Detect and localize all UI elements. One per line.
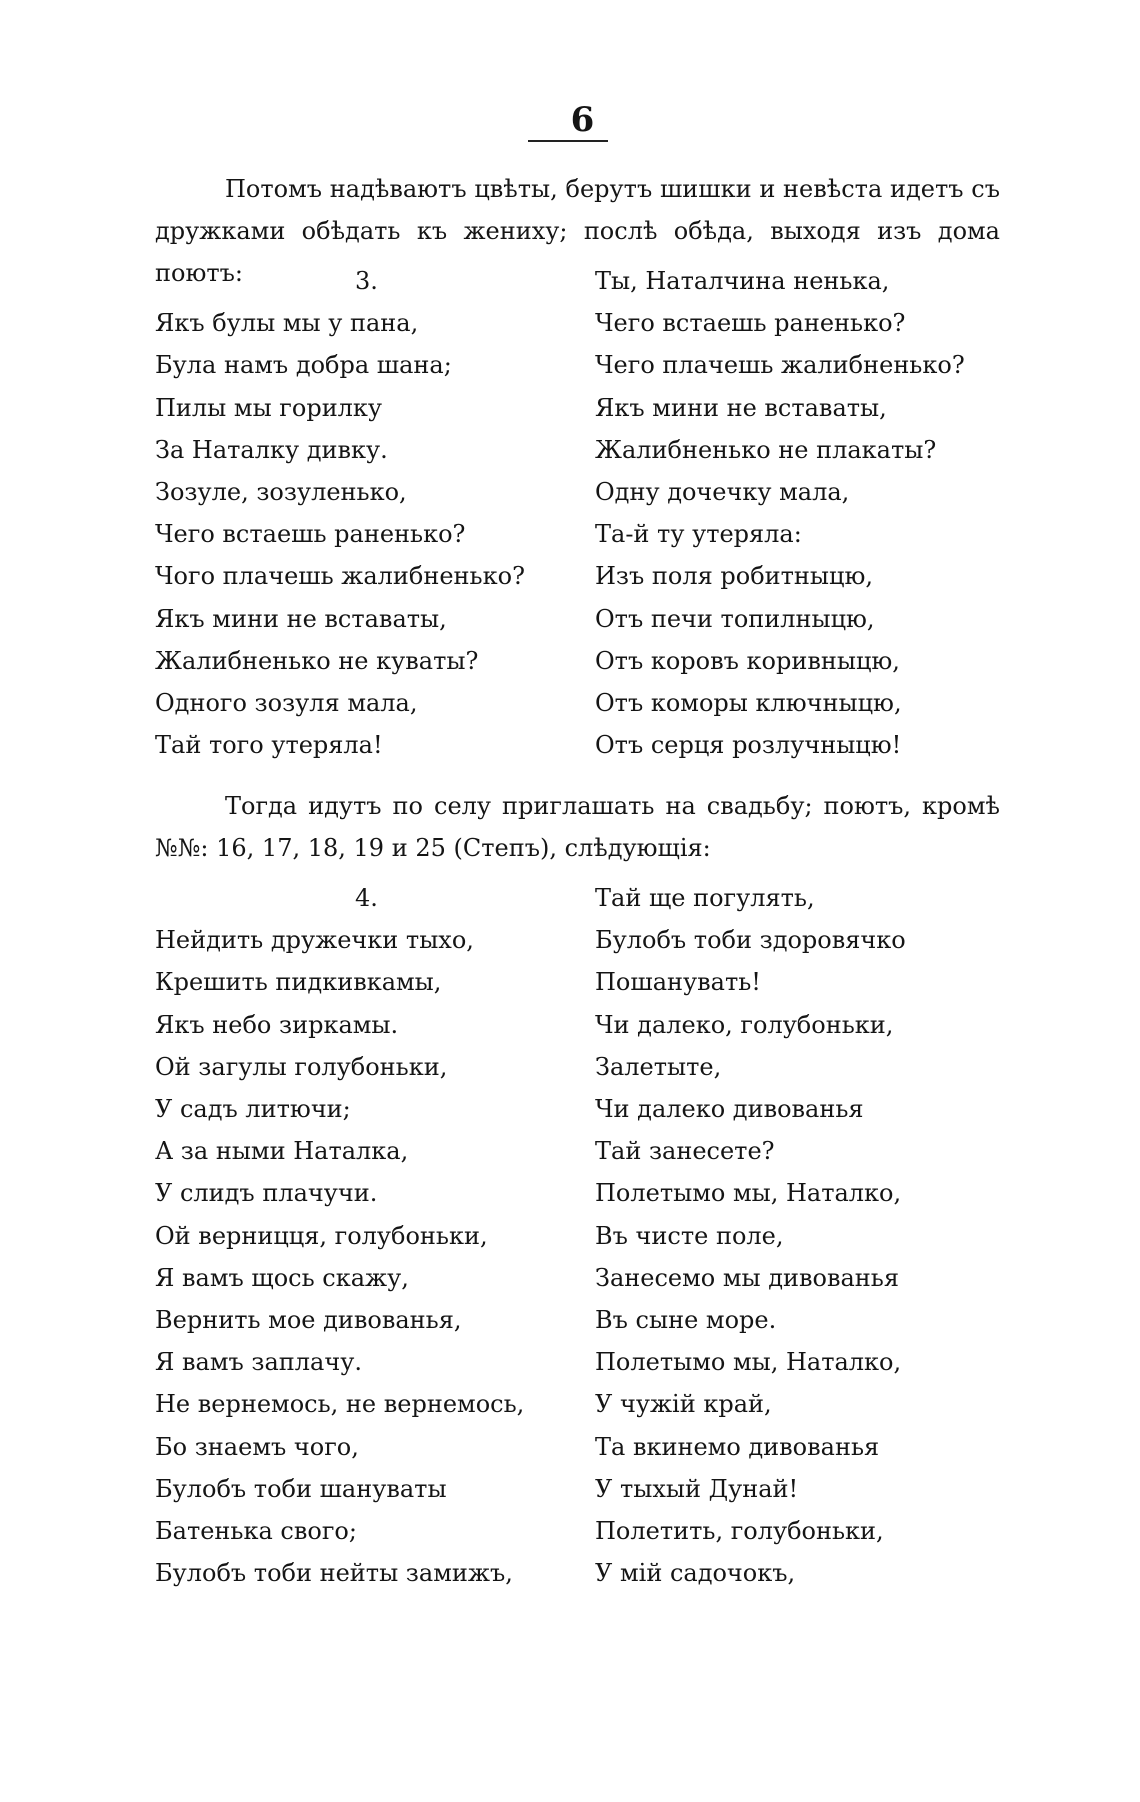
- verse-line: У чужій край,: [595, 1390, 772, 1419]
- verse-line: Ты, Наталчина ненька,: [595, 267, 890, 295]
- middle-paragraph: Тогда идутъ по селу приглашать на свадьбу; поютъ, кромѣ №№: 16, 17, 18, 19 и 25 (Степъ), слѣдующія:: [155, 792, 1000, 862]
- verse-line: Тай занесете?: [595, 1137, 775, 1166]
- verse-line: За Наталку дивку.: [155, 435, 388, 464]
- verse-line: У садъ литючи;: [155, 1095, 351, 1124]
- verse-line: Занесемо мы дивованья: [595, 1263, 900, 1292]
- verse-line: Чи далеко дивованья: [595, 1095, 864, 1124]
- verse-line: Полетить, голубоньки,: [595, 1517, 884, 1546]
- verse-line: Якъ булы мы у пана,: [155, 309, 419, 338]
- verse-line: У слидъ плачучи.: [155, 1179, 378, 1208]
- verse-line: Въ сыне море.: [595, 1306, 777, 1335]
- verse-line: Нейдить дружечки тыхо,: [155, 926, 474, 955]
- intro-paragraph: Потомъ надѣваютъ цвѣты, берутъ шишки и невѣста идетъ съ дружками обѣдать къ жениху; послѣ обѣда, выходя изъ дома поютъ:: [155, 175, 1000, 287]
- verse-line: Крешить пидкивкамы,: [155, 968, 442, 997]
- verse-line: Зозуле, зозуленько,: [155, 478, 407, 507]
- song-3-left-column: [155, 260, 585, 766]
- verse-line: Въ чисте поле,: [595, 1221, 784, 1250]
- verse-line: Пошанувать!: [595, 968, 761, 997]
- verse-line: Одну дочечку мала,: [595, 478, 850, 507]
- song-number: 3.: [355, 267, 378, 295]
- verse-line: Якъ мини не вставаты,: [155, 604, 447, 633]
- verse-line: Одного зозуля мала,: [155, 689, 418, 718]
- verse-line: Полетымо мы, Наталко,: [595, 1179, 902, 1208]
- verse-line: Жалибненько не плакаты?: [595, 435, 937, 464]
- verse-line: Батенька свого;: [155, 1517, 357, 1546]
- verse-line: Пилы мы горилку: [155, 393, 383, 422]
- verse-line: Булобъ тоби шануваты: [155, 1474, 447, 1503]
- verse-line: Якъ небо зиркамы.: [155, 1010, 399, 1039]
- page-number-rule: [528, 140, 608, 142]
- verse-line: Залетыте,: [595, 1052, 722, 1081]
- verse-line: Та вкинемо дивованья: [595, 1432, 880, 1461]
- verse-line: Чего встаешь раненько?: [595, 309, 906, 338]
- verse-line: Тай ще погулять,: [595, 884, 815, 912]
- verse-line: Чи далеко, голубоньки,: [595, 1010, 894, 1039]
- song-3-right-column: [595, 260, 1025, 766]
- verse-line: Изъ поля робитныцю,: [595, 562, 873, 591]
- verse-line: Ой загулы голубоньки,: [155, 1052, 448, 1081]
- verse-line: Я вамъ щось скажу,: [155, 1263, 409, 1292]
- verse-line: Вернить мое дивованья,: [155, 1306, 462, 1335]
- verse-line: У мій садочокъ,: [595, 1559, 796, 1588]
- song-4-right-column: [595, 877, 1025, 1594]
- verse-line: Жалибненько не куваты?: [155, 646, 479, 675]
- verse-line: Булобъ тоби нейты замижъ,: [155, 1559, 513, 1588]
- verse-line: Я вамъ заплачу.: [155, 1348, 362, 1377]
- verse-line: Та-й ту утеряла:: [595, 520, 802, 549]
- verse-line: Чего плачешь жалибненько?: [595, 351, 965, 380]
- verse-line: Не вернемось, не вернемось,: [155, 1390, 525, 1419]
- verse-line: Бо знаемъ чого,: [155, 1432, 359, 1461]
- song-number: 4.: [355, 884, 378, 912]
- verse-line: Отъ печи топилныцю,: [595, 604, 875, 633]
- verse-line: Ой верницця, голубоньки,: [155, 1221, 488, 1250]
- verse-line: У тыхый Дунай!: [595, 1474, 799, 1503]
- verse-line: А за ными Наталка,: [155, 1137, 409, 1166]
- verse-line: Отъ коровъ коривныцю,: [595, 646, 900, 675]
- verse-line: Якъ мини не вставаты,: [595, 393, 887, 422]
- verse-line: Полетымо мы, Наталко,: [595, 1348, 902, 1377]
- verse-line: Отъ коморы ключныцю,: [595, 689, 902, 718]
- verse-line: Булобъ тоби здоровячко: [595, 926, 906, 955]
- page-number: 6: [570, 100, 595, 140]
- verse-line: Тай того утеряла!: [155, 731, 383, 760]
- verse-line: Отъ серця розлучныцю!: [595, 731, 902, 760]
- verse-line: Була намъ добра шана;: [155, 351, 452, 380]
- verse-line: Чего встаешь раненько?: [155, 520, 466, 549]
- verse-line: Чого плачешь жалибненько?: [155, 562, 525, 591]
- song-4-left-column: [155, 877, 585, 1594]
